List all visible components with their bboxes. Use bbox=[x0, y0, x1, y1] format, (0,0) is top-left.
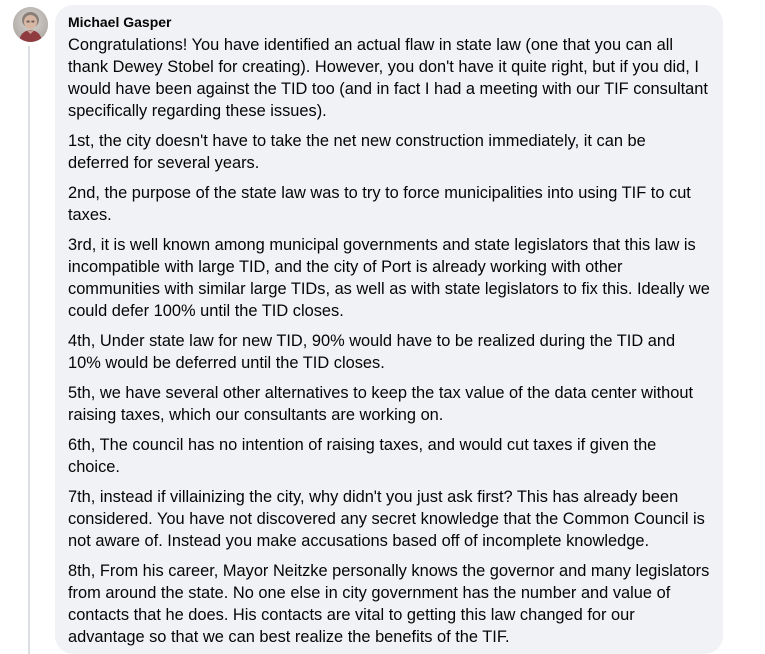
comment-paragraph-7: 6th, The council has no intention of raising taxes, and would cut taxes if given the choice. bbox=[68, 436, 657, 476]
comment-paragraph-5: 4th, Under state law for new TID, 90% would have to be realized during the TID and 10% would be deferred until the TID closes. bbox=[68, 332, 676, 372]
avatar[interactable] bbox=[13, 7, 48, 42]
comment-paragraph-9: 8th, From his career, Mayor Neitzke personally knows the governor and many legislators from around the state. No one else in city government has the number and value of contacts that he does. His contacts are vital to getting this law changed for our advantage so that we can best realize the benefits of the TIF. bbox=[68, 562, 710, 646]
comment-paragraph-1: Congratulations! You have identified an actual flaw in state law (one that you can all thank Dewey Stobel for creating). However, you don't have it quite right, but if you did, I would have been against the TID too (and in fact I had a meeting with our TIF consultant specifically regarding these issues). bbox=[68, 36, 708, 120]
thread-line bbox=[28, 46, 30, 654]
user-avatar-icon bbox=[13, 7, 48, 42]
comment-author-name[interactable]: Michael Gasper bbox=[68, 14, 172, 30]
comment-paragraph-6: 5th, we have several other alternatives to keep the tax value of the data center without raising taxes, which our consultants are working on. bbox=[68, 384, 694, 424]
comment-bubble bbox=[55, 5, 723, 654]
comment-paragraph-3: 2nd, the purpose of the state law was to try to force municipalities into using TIF to cut taxes. bbox=[68, 184, 691, 224]
comment-paragraph-2: 1st, the city doesn't have to take the net new construction immediately, it can be deferred for several years. bbox=[68, 132, 646, 172]
comment-paragraph-4: 3rd, it is well known among municipal governments and state legislators that this law is incompatible with large TID, and the city of Port is already working with other communities with similar large TIDs, as well as with state legislators to fix this. Ideally we could defer 100% until the TID closes. bbox=[68, 236, 710, 320]
comment-paragraph-8: 7th, instead if villainizing the city, why didn't you just ask first? This has already been considered. You have not discovered any secret knowledge that the Common Council is not aware of. Instead you make accusations based off of incomplete knowledge. bbox=[68, 488, 705, 550]
